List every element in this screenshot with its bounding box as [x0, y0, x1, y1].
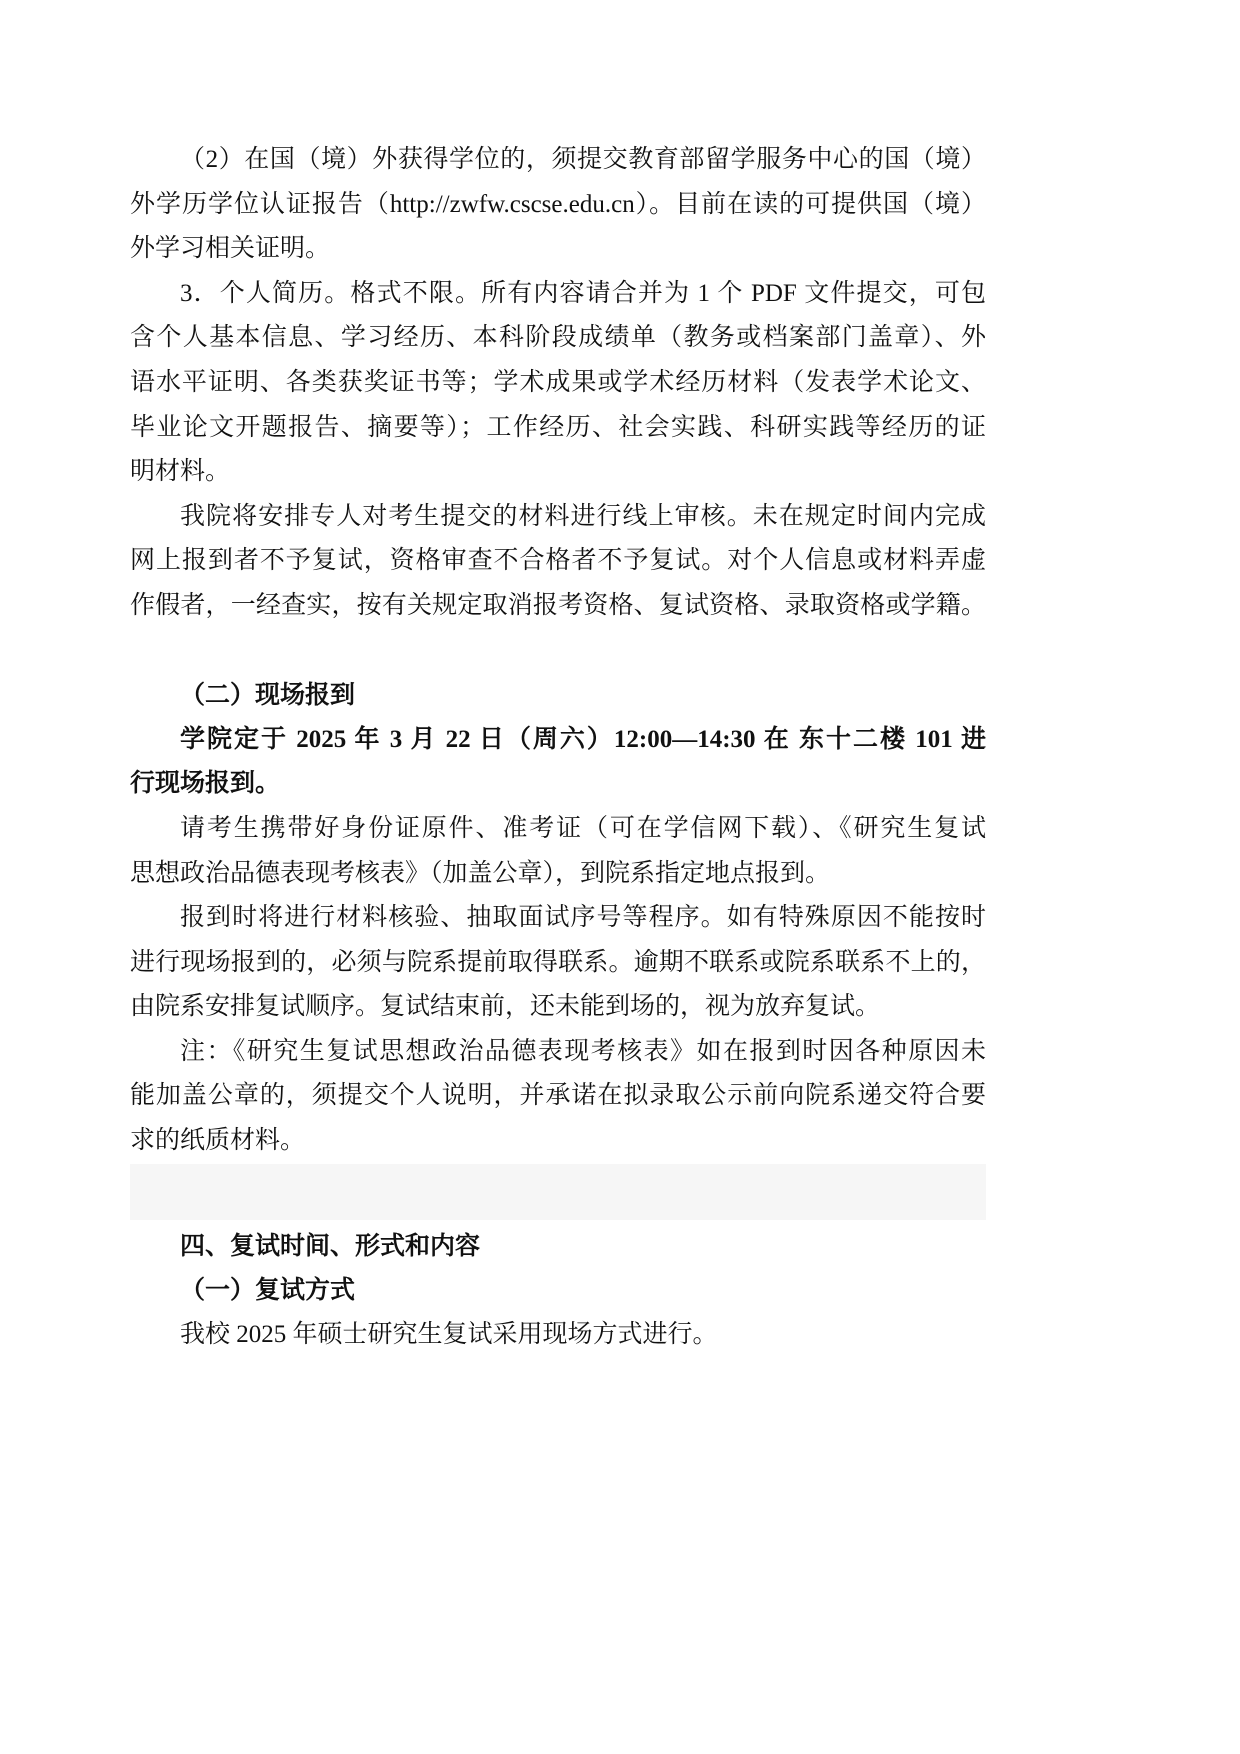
paragraph-line: 由院系安排复试顺序。复试结束前，还未能到场的，视为放弃复试。: [130, 993, 881, 1021]
onsite-procedure-paragraph: [130, 896, 986, 1030]
note-paragraph: [130, 1030, 986, 1164]
paragraph-line: 报到时将进行材料核验、抽取面试序号等程序。如有特殊原因不能按时: [180, 904, 986, 932]
paragraph-line: 语水平证明、各类获奖证书等；学术成果或学术经历材料（发表学术论文、: [130, 368, 986, 396]
paragraph-line: 外学习相关证明。: [130, 235, 331, 263]
paragraph-line: 能加盖公章的，须提交个人说明，并承诺在拟录取公示前向院系递交符合要: [130, 1082, 986, 1110]
paragraph-line: 学院定于 2025 年 3 月 22 日（周六）12:00—14:30 在 东十二楼 101 进: [180, 725, 986, 753]
paragraph-line: 进行现场报到的，必须与院系提前取得联系。逾期不联系或院系联系不上的，: [130, 948, 986, 976]
overseas-degree-paragraph: [130, 138, 986, 272]
paragraph-line: 毕业论文开题报告、摘要等）；工作经历、社会实践、科研实践等经历的证: [130, 413, 986, 441]
onsite-time-paragraph: [130, 718, 986, 807]
paragraph-line: 明材料。: [130, 458, 231, 486]
paragraph-line: 作假者，一经查实，按有关规定取消报考资格、复试资格、录取资格或学籍。: [130, 591, 986, 619]
section-4-heading: 四、复试时间、形式和内容: [180, 1231, 481, 1260]
paragraph-line: 网上报到者不予复试，资格审查不合格者不予复试。对个人信息或材料弄虚: [130, 547, 986, 575]
paragraph-line: 3．个人简历。格式不限。所有内容请合并为 1 个 PDF 文件提交，可包: [180, 279, 986, 307]
shaded-blank-band: [130, 1164, 986, 1220]
paragraph-line: 我院将安排专人对考生提交的材料进行线上审核。未在规定时间内完成: [180, 502, 986, 530]
paragraph-line: 含个人基本信息、学习经历、本科阶段成绩单（教务或档案部门盖章）、外: [130, 324, 986, 352]
interview-method-heading: （一）复试方式: [180, 1276, 356, 1305]
resume-paragraph: [130, 272, 986, 495]
online-review-paragraph: [130, 495, 986, 629]
paragraph-line: 思想政治品德表现考核表》（加盖公章），到院系指定地点报到。: [130, 859, 831, 887]
paragraph-line: 请考生携带好身份证原件、准考证（可在学信网下载）、《研究生复试: [180, 814, 986, 842]
paragraph-line: 求的纸质材料。: [130, 1127, 306, 1155]
onsite-materials-paragraph: [130, 807, 986, 896]
paragraph-line: 注：《研究生复试思想政治品德表现考核表》如在报到时因各种原因未: [180, 1037, 986, 1065]
paragraph-line: 外学历学位认证报告（http://zwfw.cscse.edu.cn）。目前在读的可提供国（境）: [130, 190, 986, 218]
paragraph-line: 行现场报到。: [130, 770, 281, 798]
document-body: [130, 138, 986, 1357]
onsite-registration-heading: （二）现场报到: [180, 681, 356, 710]
interview-method-text: 我校 2025 年硕士研究生复试采用现场方式进行。: [180, 1320, 718, 1348]
paragraph-line: （2）在国（境）外获得学位的，须提交教育部留学服务中心的国（境）: [180, 146, 986, 173]
blank-line: [130, 629, 986, 674]
